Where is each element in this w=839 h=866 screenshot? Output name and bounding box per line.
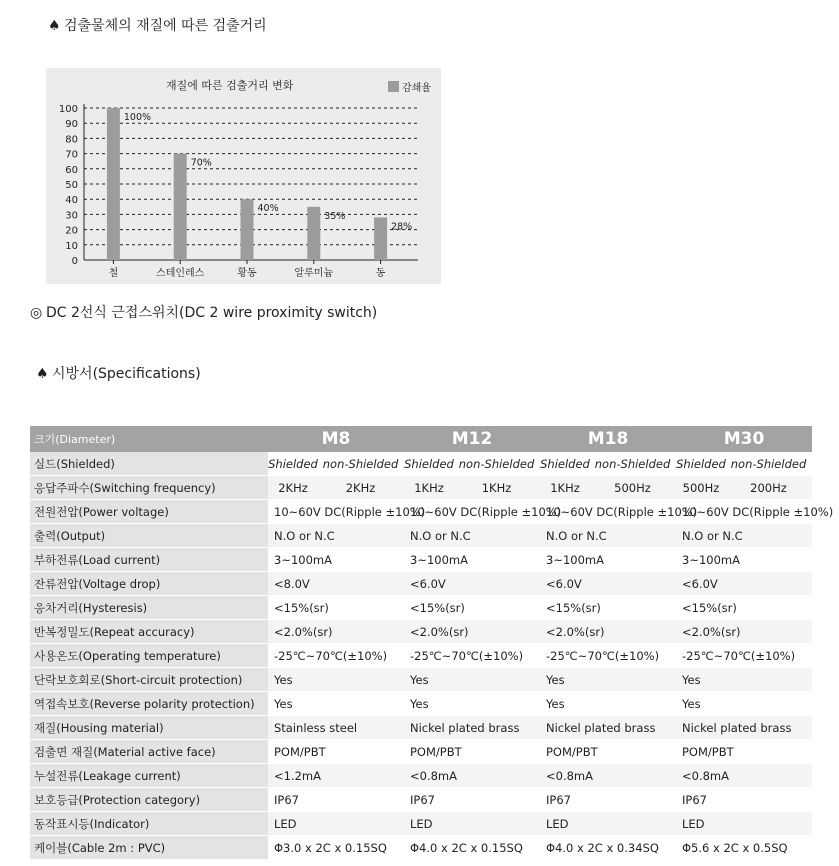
y-tick-label: 60 bbox=[65, 164, 78, 176]
x-tick-label: 철 bbox=[108, 268, 119, 279]
chart-bar bbox=[307, 207, 320, 260]
data-label: 40% bbox=[257, 203, 279, 215]
table-row bbox=[30, 668, 812, 692]
spec-cell-pair bbox=[404, 452, 540, 476]
y-tick-label: 30 bbox=[65, 210, 78, 222]
spec-cell: <2.0%(sr) bbox=[268, 620, 404, 644]
spec-value: 2KHz bbox=[278, 480, 308, 495]
spec-cell: <6.0V bbox=[540, 572, 676, 596]
spec-value: 1KHz bbox=[550, 480, 580, 495]
spec-value: non-Shielded bbox=[322, 456, 399, 471]
spec-cell: <8.0V bbox=[268, 572, 404, 596]
header-model-m30: M30 bbox=[676, 426, 812, 452]
legend-label: 감쇄율 bbox=[402, 83, 431, 94]
spec-cell: -25℃~70℃(±10%) bbox=[546, 648, 660, 663]
spec-cell: Yes bbox=[274, 696, 293, 711]
spec-cell: <15%(sr) bbox=[682, 600, 737, 615]
header-model-m18: M18 bbox=[540, 426, 676, 452]
row-label: 역접속보호(Reverse polarity protection) bbox=[30, 692, 268, 716]
spec-cell: Nickel plated brass bbox=[404, 716, 540, 740]
chart-bar bbox=[107, 108, 120, 260]
section-heading-dc-2wire bbox=[30, 302, 377, 322]
row-label: 단락보호회로(Short-circuit protection) bbox=[30, 668, 268, 692]
spec-cell: Φ5.6 x 2C x 0.5SQ bbox=[682, 840, 788, 855]
spec-cell: POM/PBT bbox=[410, 744, 462, 759]
legend-swatch bbox=[388, 81, 399, 92]
y-tick-label: 70 bbox=[65, 149, 78, 161]
spec-cell: Φ4.0 x 2C x 0.15SQ bbox=[410, 840, 523, 855]
spec-cell-pair bbox=[404, 476, 540, 500]
spec-value: non-Shielded bbox=[730, 456, 807, 471]
spec-value: 200Hz bbox=[750, 480, 787, 495]
row-label: 재질(Housing material) bbox=[30, 716, 268, 740]
heading-text: 검출물체의 재질에 따른 검출거리 bbox=[64, 18, 267, 34]
spec-cell: -25℃~70℃(±10%) bbox=[410, 648, 524, 663]
spec-cell: 10~60V DC(Ripple ±10%) bbox=[410, 504, 562, 519]
section-heading-specifications bbox=[36, 363, 201, 383]
spec-value: Shielded bbox=[404, 456, 454, 471]
y-tick-label: 40 bbox=[65, 195, 78, 207]
spec-cell: IP67 bbox=[410, 792, 435, 807]
x-tick-label: 알루미늄 bbox=[294, 268, 334, 279]
spec-cell: Yes bbox=[268, 668, 404, 692]
spec-cell: 10~60V DC(Ripple ±10%) bbox=[682, 504, 834, 519]
bar-chart bbox=[46, 68, 441, 284]
spec-value: 2KHz bbox=[345, 480, 376, 495]
spec-cell: <2.0%(sr) bbox=[404, 620, 540, 644]
header-model-m12: M12 bbox=[404, 426, 540, 452]
spec-cell: <6.0V bbox=[404, 572, 540, 596]
spec-value: 500Hz bbox=[682, 480, 720, 495]
y-tick-label: 80 bbox=[65, 134, 78, 146]
table-row bbox=[30, 812, 812, 836]
section-heading-detection-distance bbox=[48, 15, 267, 35]
spec-cell: Nickel plated brass bbox=[676, 716, 812, 740]
row-label: 보호등급(Protection category) bbox=[30, 788, 268, 812]
row-label: 반복정밀도(Repeat accuracy) bbox=[30, 620, 268, 644]
spec-cell: LED bbox=[404, 812, 540, 836]
table-row bbox=[30, 476, 812, 500]
spec-table bbox=[30, 426, 834, 860]
spec-cell: <0.8mA bbox=[540, 764, 676, 788]
spec-body bbox=[30, 452, 834, 860]
chart-bar bbox=[174, 154, 187, 260]
spec-cell: N.O or N.C bbox=[404, 524, 540, 548]
spec-cell: <15%(sr) bbox=[274, 600, 329, 615]
spade-icon: ♠ bbox=[36, 366, 49, 382]
row-label: 실드(Shielded) bbox=[30, 452, 268, 476]
spec-cell: 10~60V DC(Ripple ±10%) bbox=[546, 504, 698, 519]
row-label: 누설전류(Leakage current) bbox=[30, 764, 268, 788]
spec-cell: LED bbox=[268, 812, 404, 836]
spec-cell: <0.8mA bbox=[676, 764, 812, 788]
spec-cell: LED bbox=[676, 812, 812, 836]
spec-cell: Yes bbox=[546, 696, 565, 711]
spec-cell: <2.0%(sr) bbox=[676, 620, 812, 644]
chart-canvas bbox=[46, 68, 441, 284]
row-label: 사용온도(Operating temperature) bbox=[30, 644, 268, 668]
spec-cell: <2.0%(sr) bbox=[540, 620, 676, 644]
heading-text: DC 2선식 근접스위치(DC 2 wire proximity switch) bbox=[46, 305, 378, 321]
spec-cell: 3~100mA bbox=[682, 552, 740, 567]
spec-cell: <15%(sr) bbox=[410, 600, 465, 615]
y-tick-label: 90 bbox=[65, 119, 78, 131]
table-row bbox=[30, 788, 812, 812]
spec-cell-pair bbox=[676, 476, 812, 500]
spec-cell: <1.2mA bbox=[268, 764, 404, 788]
table-row bbox=[30, 740, 812, 764]
table-row bbox=[30, 548, 812, 572]
spec-cell: Yes bbox=[410, 696, 429, 711]
spec-cell-pair bbox=[676, 452, 812, 476]
y-tick-label: 20 bbox=[65, 225, 78, 237]
row-label: 전원전압(Power voltage) bbox=[30, 500, 268, 524]
spec-cell-pair bbox=[268, 452, 404, 476]
spec-cell: IP67 bbox=[682, 792, 707, 807]
row-label: 응답주파수(Switching frequency) bbox=[30, 476, 268, 500]
table-row bbox=[30, 716, 812, 740]
spec-cell: <0.8mA bbox=[404, 764, 540, 788]
spade-icon: ♠ bbox=[48, 18, 61, 34]
spec-cell: 10~60V DC(Ripple ±10%) bbox=[274, 504, 426, 519]
chart-bar bbox=[241, 199, 254, 260]
chart-title: 재질에 따른 검출거리 변화 bbox=[166, 79, 294, 92]
spec-cell: 3~100mA bbox=[274, 552, 332, 567]
row-label: 케이블(Cable 2m : PVC) bbox=[30, 836, 268, 860]
heading-text: 시방서(Specifications) bbox=[52, 366, 201, 382]
spec-cell: Φ3.0 x 2C x 0.15SQ bbox=[274, 840, 387, 855]
x-tick-label: 스테인레스 bbox=[156, 268, 205, 279]
spec-value: 1KHz bbox=[414, 480, 444, 495]
spec-cell: Φ4.0 x 2C x 0.34SQ bbox=[546, 840, 659, 855]
table-row bbox=[30, 644, 812, 668]
spec-cell-pair bbox=[540, 452, 676, 476]
spec-cell-pair bbox=[268, 476, 404, 500]
row-label: 응차거리(Hysteresis) bbox=[30, 596, 268, 620]
spec-cell: IP67 bbox=[274, 792, 299, 807]
spec-cell: Stainless steel bbox=[268, 716, 404, 740]
spec-cell: Nickel plated brass bbox=[540, 716, 676, 740]
chart-legend bbox=[388, 79, 431, 94]
y-tick-label: 0 bbox=[71, 256, 78, 267]
row-label: 잔류전압(Voltage drop) bbox=[30, 572, 268, 596]
spec-cell: 3~100mA bbox=[410, 552, 468, 567]
table-row bbox=[30, 596, 812, 620]
x-tick-label: 황동 bbox=[237, 268, 257, 279]
spec-header-row bbox=[30, 426, 812, 452]
y-tick-label: 10 bbox=[65, 240, 78, 252]
spec-cell: Yes bbox=[676, 668, 812, 692]
table-row bbox=[30, 500, 812, 524]
table-row bbox=[30, 836, 812, 860]
spec-value: 1KHz bbox=[481, 480, 512, 495]
table-row bbox=[30, 572, 812, 596]
table-row bbox=[30, 524, 812, 548]
data-label: 28% bbox=[391, 221, 413, 233]
spec-cell: 3~100mA bbox=[546, 552, 604, 567]
y-tick-label: 100 bbox=[58, 104, 78, 115]
row-label: 출력(Output) bbox=[30, 524, 268, 548]
spec-value: non-Shielded bbox=[458, 456, 535, 471]
spec-cell: POM/PBT bbox=[682, 744, 734, 759]
spec-value: 500Hz bbox=[614, 480, 651, 495]
x-tick-label: 동 bbox=[375, 268, 386, 279]
spec-value: Shielded bbox=[268, 456, 318, 471]
chart-bar bbox=[374, 217, 387, 260]
spec-cell: POM/PBT bbox=[546, 744, 598, 759]
data-label: 100% bbox=[123, 112, 152, 123]
spec-cell-pair bbox=[540, 476, 676, 500]
spec-cell: Yes bbox=[540, 668, 676, 692]
double-circle-icon: ◎ bbox=[30, 305, 43, 321]
spec-cell: LED bbox=[540, 812, 676, 836]
table-row bbox=[30, 620, 812, 644]
row-label: 동작표시등(Indicator) bbox=[30, 812, 268, 836]
spec-cell: Yes bbox=[682, 696, 701, 711]
y-tick-label: 50 bbox=[65, 180, 78, 191]
data-label: 70% bbox=[190, 157, 212, 169]
spec-cell: POM/PBT bbox=[274, 744, 326, 759]
spec-cell: IP67 bbox=[546, 792, 571, 807]
spec-cell: N.O or N.C bbox=[540, 524, 676, 548]
spec-value: Shielded bbox=[676, 456, 726, 471]
header-model-m8: M8 bbox=[268, 426, 404, 452]
table-row bbox=[30, 764, 812, 788]
row-label: 부하전류(Load current) bbox=[30, 548, 268, 572]
spec-cell: <6.0V bbox=[676, 572, 812, 596]
spec-cell: N.O or N.C bbox=[676, 524, 812, 548]
data-label: 35% bbox=[324, 210, 346, 222]
row-label: 검출면 재질(Material active face) bbox=[30, 740, 268, 764]
table-row bbox=[30, 452, 812, 476]
spec-cell: <15%(sr) bbox=[546, 600, 601, 615]
spec-value: Shielded bbox=[540, 456, 590, 471]
spec-cell: -25℃~70℃(±10%) bbox=[682, 648, 796, 663]
spec-cell: Yes bbox=[404, 668, 540, 692]
spec-cell: N.O or N.C bbox=[268, 524, 404, 548]
spec-value: non-Shielded bbox=[594, 456, 671, 471]
table-row bbox=[30, 692, 812, 716]
header-diameter-label: 크기(Diameter) bbox=[30, 426, 268, 452]
spec-cell: -25℃~70℃(±10%) bbox=[274, 648, 388, 663]
